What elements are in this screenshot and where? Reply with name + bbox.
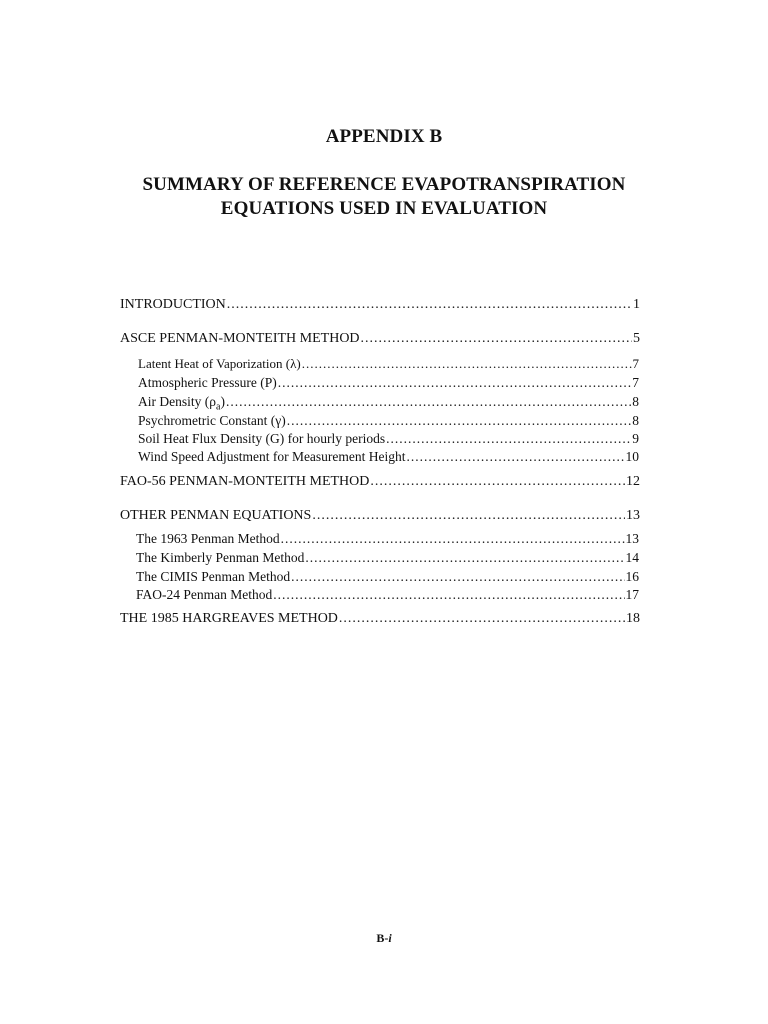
- appendix-title: APPENDIX B: [325, 126, 443, 147]
- toc-entry-label: The Kimberly Penman Method: [136, 550, 305, 565]
- toc-entry-label: Soil Heat Flux Density (G) for hourly periods: [138, 431, 386, 446]
- toc-entry-label: INTRODUCTION: [120, 297, 226, 312]
- toc-dot-leader: [291, 569, 624, 585]
- toc-entry-other-penman: [120, 508, 640, 528]
- document-title-line-1: SUMMARY OF REFERENCE EVAPOTRANSPIRATION: [142, 174, 626, 195]
- toc-dot-leader: [312, 508, 625, 524]
- toc-dot-leader: [370, 474, 625, 490]
- toc-entry-soil-heat-flux: [138, 431, 639, 450]
- toc-page-number: 12: [626, 474, 640, 489]
- toc-entry-label: Atmospheric Pressure (P): [138, 375, 277, 390]
- page-number-prefix: B-: [376, 931, 389, 945]
- toc-page-number: 18: [626, 611, 640, 626]
- toc-dot-leader: [226, 394, 631, 410]
- toc-entry-label: The 1963 Penman Method: [136, 531, 280, 546]
- toc-page-number: 17: [625, 587, 639, 602]
- toc-dot-leader: [278, 375, 632, 391]
- toc-label-text-end: ): [220, 394, 225, 409]
- toc-dot-leader: [227, 297, 632, 313]
- toc-entry-label: FAO-24 Penman Method: [136, 587, 273, 602]
- toc-entry-1963-penman: [136, 531, 639, 550]
- toc-entry-asce-penman-monteith: [120, 331, 640, 351]
- toc-dot-leader: [361, 331, 632, 347]
- toc-page-number: 8: [632, 394, 639, 409]
- toc-page-number: 5: [633, 331, 640, 346]
- page-number-roman: i: [388, 931, 392, 945]
- toc-page-number: 7: [632, 356, 639, 371]
- toc-page-number: 14: [625, 550, 639, 565]
- toc-entry-label: [138, 394, 225, 413]
- toc-entry-label: Wind Speed Adjustment for Measurement Height: [138, 449, 406, 464]
- toc-page-number: 10: [625, 449, 639, 464]
- toc-dot-leader: [305, 550, 624, 566]
- toc-page-number: 9: [632, 431, 639, 446]
- page-number-footer: [0, 931, 768, 946]
- toc-page-number: 13: [625, 531, 639, 546]
- toc-entry-air-density: [138, 394, 639, 413]
- toc-dot-leader: [287, 413, 632, 429]
- toc-entry-kimberly-penman: [136, 550, 639, 569]
- toc-entry-label: OTHER PENMAN EQUATIONS: [120, 508, 312, 523]
- toc-page-number: 13: [626, 508, 640, 523]
- toc-entry-introduction: [120, 297, 640, 317]
- toc-dot-leader: [302, 356, 632, 372]
- toc-entry-fao56-penman-monteith: [120, 474, 640, 494]
- toc-entry-atmospheric-pressure: [138, 375, 639, 394]
- toc-dot-leader: [386, 431, 631, 447]
- toc-page-number: 1: [633, 297, 640, 312]
- toc-dot-leader: [339, 611, 625, 627]
- toc-dot-leader: [281, 531, 625, 547]
- toc-entry-label: The CIMIS Penman Method: [136, 569, 291, 584]
- document-title-line-2: EQUATIONS USED IN EVALUATION: [220, 198, 548, 219]
- toc-entry-1985-hargreaves: [120, 611, 640, 631]
- toc-page-number: 16: [625, 569, 639, 584]
- toc-entry-cimis-penman: [136, 569, 639, 588]
- toc-entry-label: FAO-56 PENMAN-MONTEITH METHOD: [120, 474, 370, 489]
- toc-entry-psychrometric-constant: [138, 413, 639, 432]
- toc-page-number: 7: [632, 375, 639, 390]
- toc-label-subscript: a: [215, 401, 221, 413]
- toc-entry-fao24-penman: [136, 587, 639, 606]
- toc-entry-label: Latent Heat of Vaporization (λ): [138, 356, 301, 371]
- toc-entry-label: THE 1985 HARGREAVES METHOD: [120, 611, 338, 626]
- toc-entry-wind-speed-adjustment: [138, 449, 639, 468]
- toc-page-number: 8: [632, 413, 639, 428]
- toc-entry-latent-heat: [138, 356, 639, 375]
- toc-label-text: Air Density (ρ: [138, 394, 216, 409]
- toc-entry-label: Psychrometric Constant (γ): [138, 413, 286, 428]
- toc-dot-leader: [273, 587, 624, 603]
- toc-dot-leader: [407, 449, 625, 465]
- toc-entry-label: ASCE PENMAN-MONTEITH METHOD: [120, 331, 360, 346]
